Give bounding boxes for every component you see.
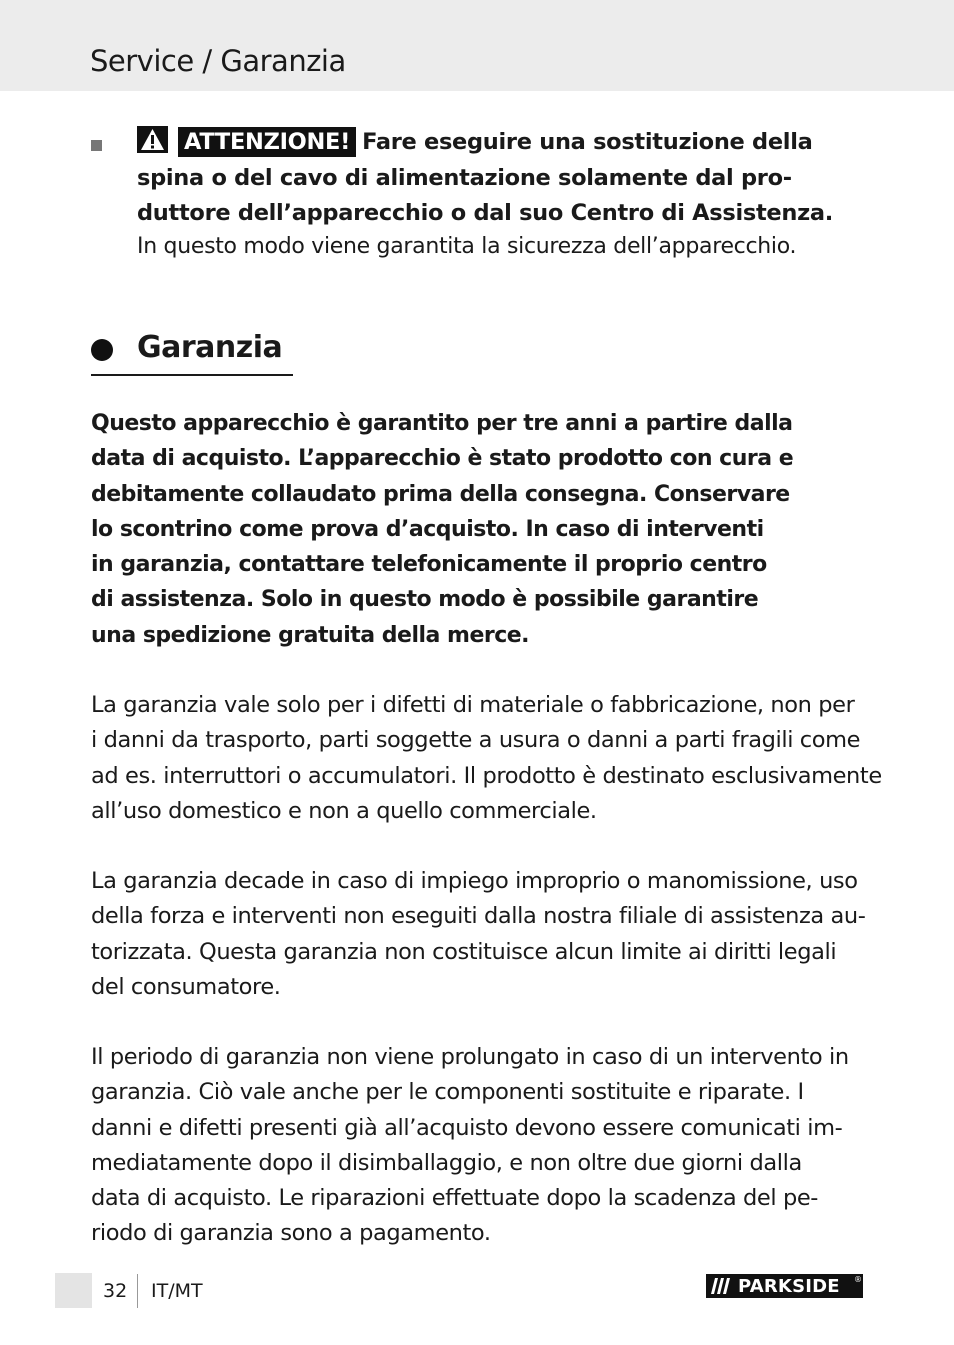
paragraph-line: data di acquisto. L’apparecchio è stato prodotto con cura e [91,446,794,472]
paragraph-line: data di acquisto. Le riparazioni effettuate dopo la scadenza del pe- [91,1185,818,1212]
paragraph-line: La garanzia decade in caso di impiego improprio o manomissione, uso [91,868,858,894]
paragraph-line: lo scontrino come prova d’acquisto. In caso di interventi [91,516,764,542]
warning-text-line-3: duttore dell’apparecchio o dal suo Centro di Assistenza. [137,200,834,226]
page-number: 32 [103,1280,128,1302]
paragraph-line: Questo apparecchio è garantito per tre anni a partire dalla [91,411,793,436]
paragraph-line: garanzia. Ciò vale anche per le componenti sostituite e riparate. I [91,1079,804,1106]
paragraph-line: debitamente collaudato prima della consegna. Conservare [91,481,790,507]
logo-stripes-icon [706,1274,734,1298]
section-bullet-icon [91,339,113,361]
brand-name: PARKSIDE [738,1275,840,1297]
paragraph-line: del consumatore. [91,973,281,1000]
warning-text-line-1: Fare eseguire una sostituzione della [362,129,813,155]
paragraph-coverage [91,688,882,829]
paragraph-line: La garanzia vale solo per i difetti di materiale o fabbricazione, non per [91,692,855,718]
paragraph-line: i danni da trasporto, parti soggette a usura o danni a parti fragili come [91,727,861,754]
paragraph-period [91,1040,869,1252]
paragraph-voiding [91,864,869,1005]
language-code: IT/MT [151,1280,203,1302]
paragraph-guarantee-intro [91,406,869,653]
paragraph-line: Il periodo di garanzia non viene prolungato in caso di un intervento in [91,1044,849,1070]
paragraph-line: di assistenza. Solo in questo modo è possibile garantire [91,587,759,613]
warning-text-line-2: spina o del cavo di alimentazione solamente dal pro- [137,164,792,191]
paragraph-line: danni e difetti presenti già all’acquisto devono essere comunicati im- [91,1114,843,1141]
paragraph-line: mediatamente dopo il disimballaggio, e non oltre due giorni dalla [91,1149,802,1176]
warning-note: In questo modo viene garantita la sicurezza dell’apparecchio. [137,234,797,259]
paragraph-line: all’uso domestico e non a quello commerciale. [91,797,597,824]
page-title: Service / Garanzia [90,44,346,78]
paragraph-line: della forza e interventi non eseguiti dalla nostra filiale di assistenza au- [91,903,866,930]
paragraph-line: una spedizione gratuita della merce. [91,622,530,648]
brand-registered-mark: ® [854,1275,862,1284]
section-title: Garanzia [137,330,283,365]
warning-label: ATTENZIONE! [178,127,356,157]
list-bullet [91,140,102,151]
paragraph-line: in garanzia, contattare telefonicamente il proprio centro [91,552,767,578]
footer-divider [137,1274,138,1308]
paragraph-line: torizzata. Questa garanzia non costituisce alcun limite ai diritti legali [91,938,837,965]
paragraph-line: riodo di garanzia sono a pagamento. [91,1220,491,1247]
parkside-logo [706,1274,863,1298]
paragraph-line: ad es. interruttori o accumulatori. Il prodotto è destinato esclusivamente [91,762,882,789]
footer-box [55,1273,92,1308]
section-heading [91,330,293,376]
warning-block [137,125,872,232]
warning-triangle-icon [137,126,168,153]
